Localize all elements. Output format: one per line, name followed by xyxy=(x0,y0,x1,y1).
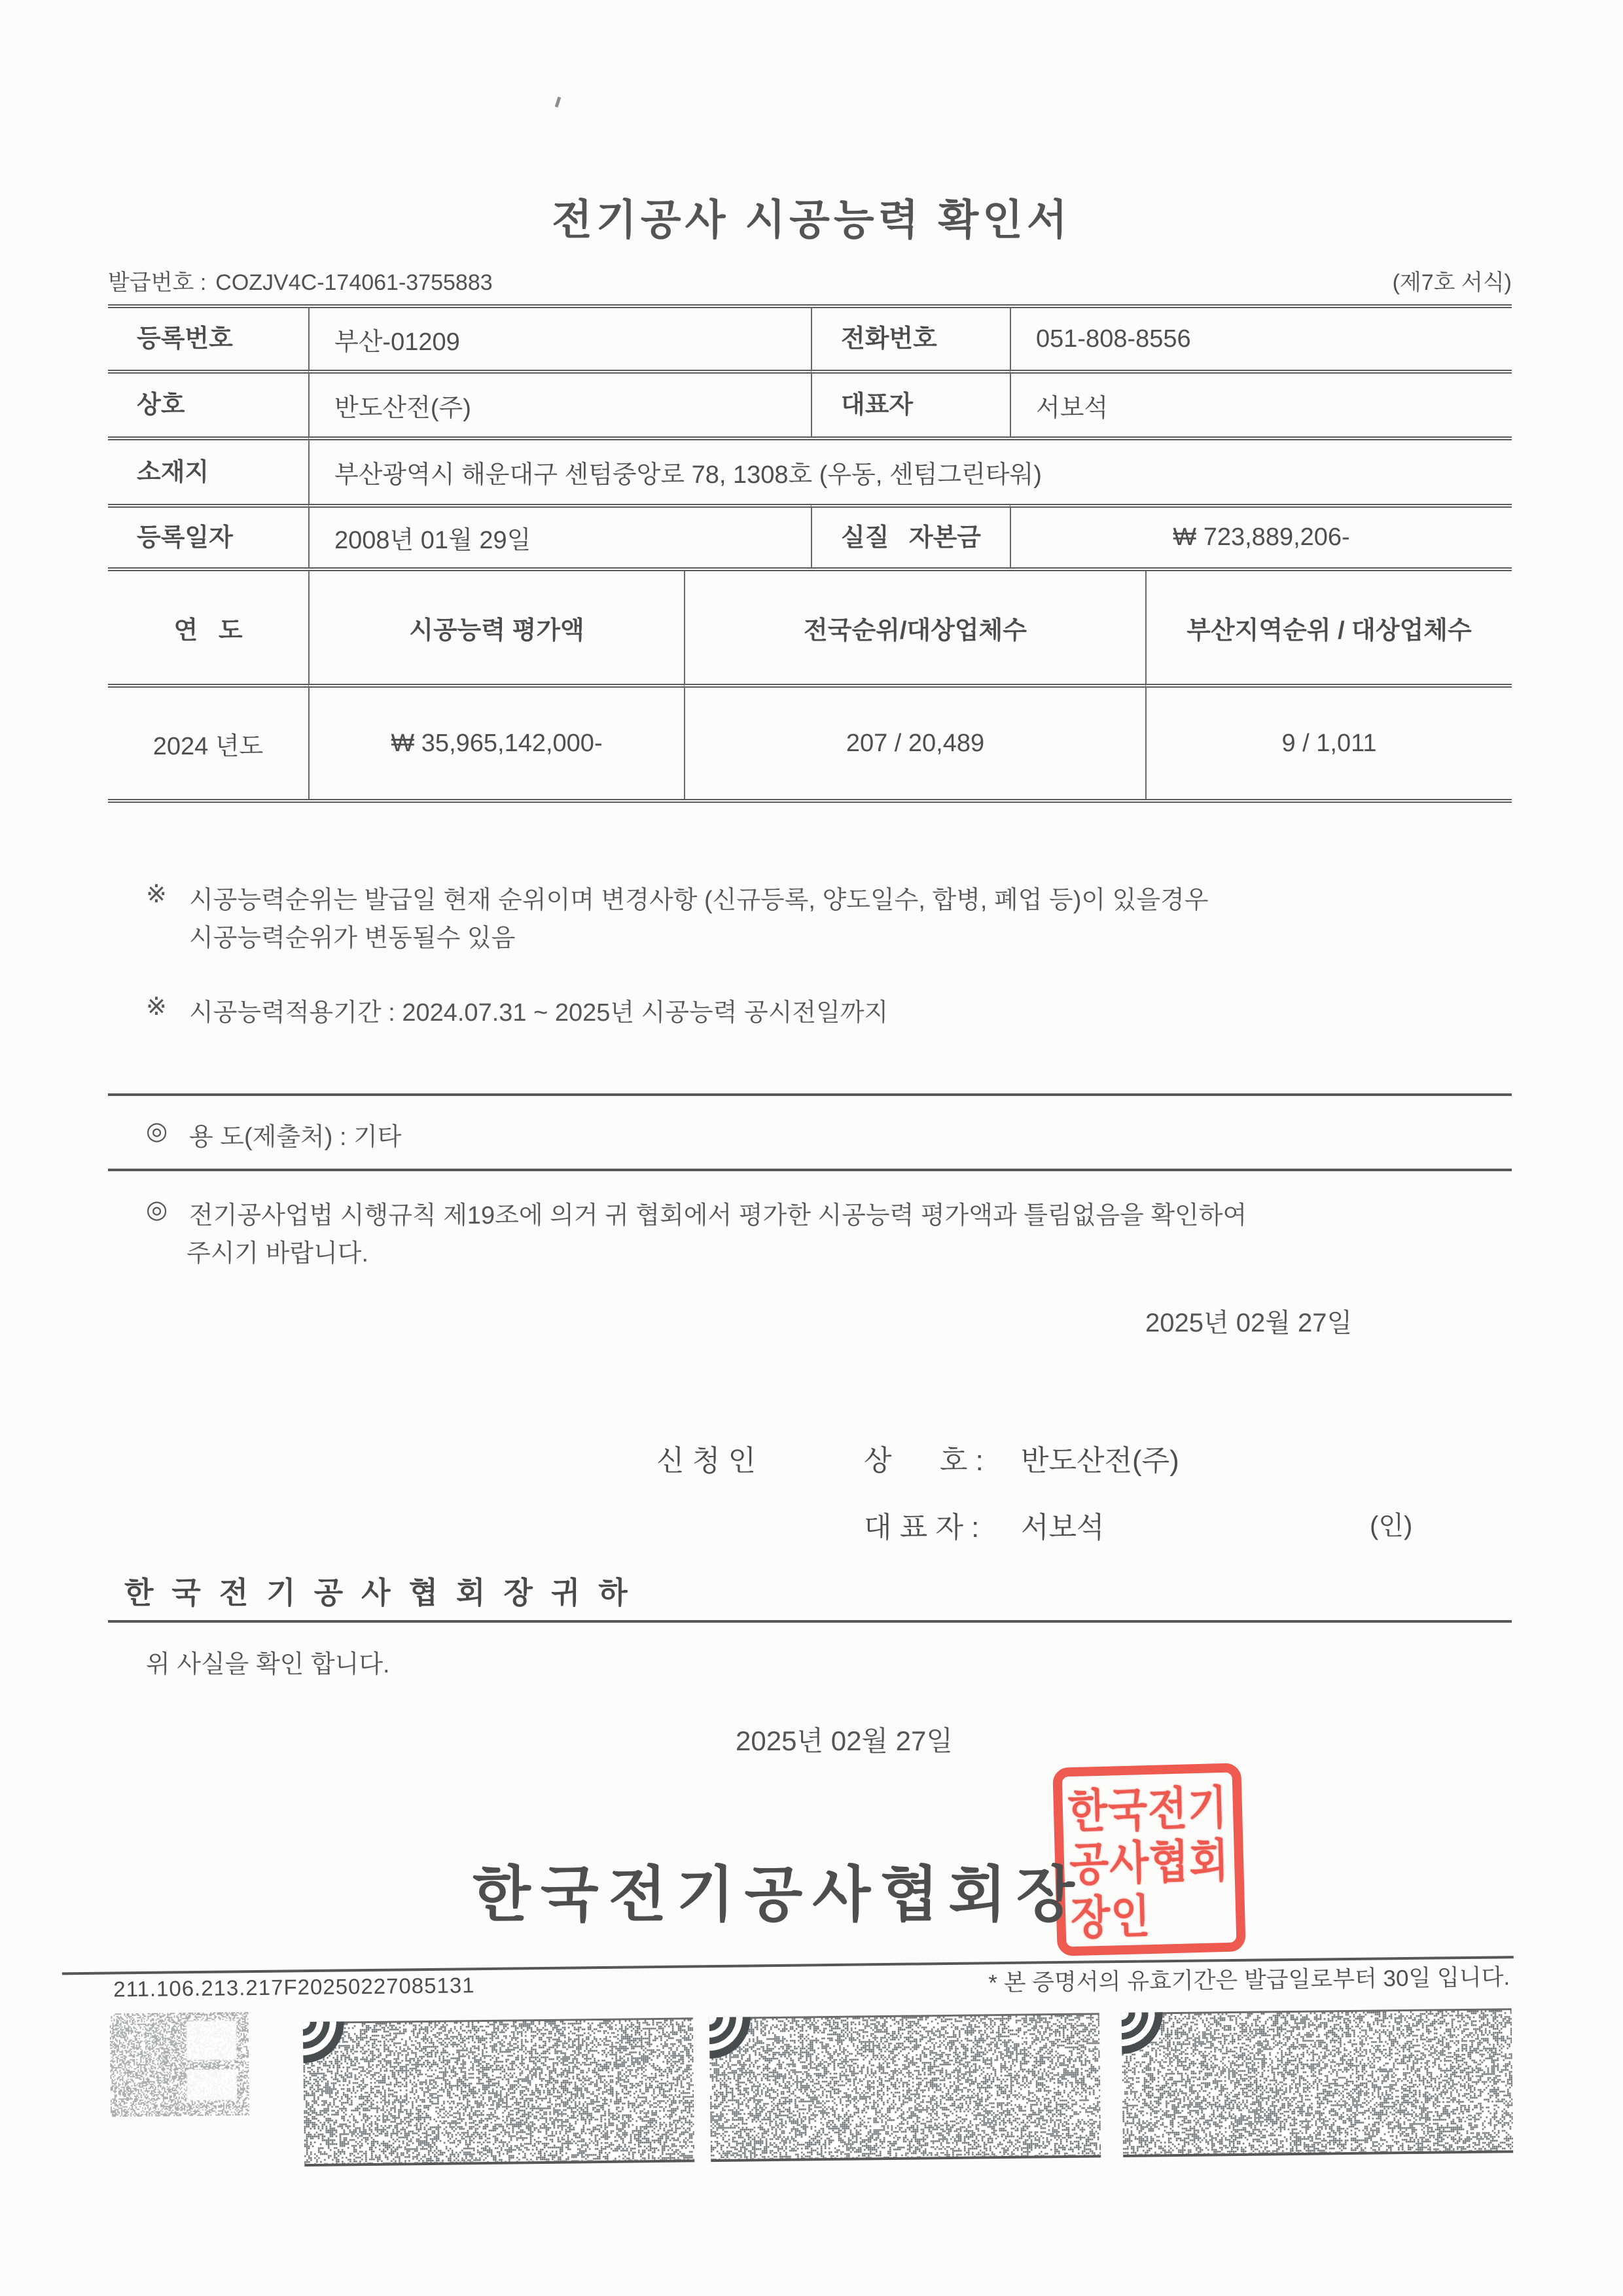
capability-amount-value: ₩ 35,965,142,000- xyxy=(308,684,684,799)
header-year: 연 도 xyxy=(173,616,243,645)
barcode-arc-icon xyxy=(1122,2012,1183,2073)
applicant-company-value: 반도산전(주) xyxy=(1021,1445,1179,1477)
issue-number xyxy=(108,264,493,296)
header-regional-rank: 부산지역순위 / 대상업체수 xyxy=(1145,571,1512,684)
year-value: 2024 년도 xyxy=(108,684,308,799)
seal-placeholder: (인) xyxy=(1370,1511,1413,1540)
validity-note: * 본 증명서의 유효기간은 발급일로부터 30일 입니다. xyxy=(988,1964,1510,1996)
association-seal-stamp: 한 국 전 기 공 사 협 회 장 인 xyxy=(1052,1763,1245,1956)
registration-date-value: 2008년 01월 29일 xyxy=(308,504,811,567)
applicant-company-label: 상 호 : xyxy=(864,1445,984,1477)
label-registration-number: 등록번호 xyxy=(137,325,233,353)
application-date: 2025년 02월 27일 xyxy=(1145,1309,1353,1337)
note-validity-period-text: 시공능력적용기간 : 2024.07.31 ~ 2025년 시공능력 공시전일까지 xyxy=(189,999,889,1027)
note-marker: ※ xyxy=(146,993,167,1021)
applicant-ceo-label: 대 표 자 : xyxy=(864,1511,980,1544)
barcode-arc-icon xyxy=(303,2021,364,2082)
company-info-table xyxy=(108,304,1512,571)
note-rank-change-cont xyxy=(189,917,515,953)
regional-rank-value: 9 / 1,011 xyxy=(1145,684,1512,799)
label-registration-date: 등록일자 xyxy=(108,504,308,567)
footer-serial: 211.106.213.217F20250227085131 xyxy=(113,1973,475,2002)
header-capability-amount: 시공능력 평가액 xyxy=(308,571,684,684)
section-divider xyxy=(108,1093,1512,1096)
verification-barcode-small xyxy=(110,2012,250,2117)
company-name-value: 반도산전(주) xyxy=(308,370,811,436)
address-value: 부산광역시 해운대구 센텀중앙로 78, 1308호 (우동, 센텀그린타워) xyxy=(308,436,1512,504)
label-address: 소재지 xyxy=(108,436,308,504)
label-representative: 대표자 xyxy=(811,370,1010,436)
usage-text: 용 도(제출처) : 기타 xyxy=(189,1123,402,1151)
note-rank-change-text-1: 시공능력순위는 발급일 현재 순위이며 변경사항 (신규등록, 양도일수, 합병, 폐업 등)이 있을경우 xyxy=(189,887,1209,914)
representative-value: 서보석 xyxy=(1010,370,1512,436)
issue-number-label: 발급번호 : xyxy=(108,270,207,295)
phone-number-value: 051-808-8556 xyxy=(1010,308,1512,370)
request-line-cont xyxy=(187,1233,368,1269)
confirmation-statement: 위 사실을 확인 합니다. xyxy=(146,1651,390,1678)
issuer-title: 한국전기공사협회장 xyxy=(473,1862,1084,1928)
request-text-2: 주시기 바랍니다. xyxy=(187,1240,369,1267)
note-rank-change-text-2: 시공능력순위가 변동될수 있음 xyxy=(189,925,516,952)
document-title: 전기공사 시공능력 확인서 xyxy=(552,196,1071,243)
footer-area xyxy=(62,1941,1544,2240)
request-marker: ◎ xyxy=(146,1196,168,1224)
form-code: (제7호 서식) xyxy=(1392,270,1512,295)
section-divider xyxy=(108,1169,1512,1171)
label-phone-number: 전화번호 xyxy=(811,308,1010,370)
request-text-1: 전기공사업법 시행규칙 제19조에 의거 귀 협회에서 평가한 시공능력 평가액과 틀림없음을 확인하여 xyxy=(189,1202,1247,1229)
note-validity-period xyxy=(146,992,888,1028)
header-national-rank: 전국순위/대상업체수 xyxy=(684,571,1145,684)
capability-table xyxy=(108,571,1512,803)
label-real-capital: 실질 자본금 xyxy=(811,504,1010,567)
addressee-line: 한국전기공사협회장귀하 xyxy=(124,1576,646,1610)
applicant-ceo-value: 서보석 xyxy=(1021,1511,1105,1544)
section-divider xyxy=(108,1620,1512,1623)
applicant-label: 신 청 인 xyxy=(656,1445,756,1477)
note-marker: ※ xyxy=(146,881,167,908)
label-company-name: 상호 xyxy=(108,370,308,436)
confirmation-date: 2025년 02월 27일 xyxy=(736,1725,953,1756)
barcode-arc-icon xyxy=(709,2017,770,2077)
registration-number-value: 부산-01209 xyxy=(308,308,811,370)
scan-artifact-mark xyxy=(555,97,562,108)
request-line xyxy=(146,1195,1514,1231)
issue-number-line xyxy=(108,264,1512,296)
real-capital-value: ₩ 723,889,206- xyxy=(1010,504,1512,567)
national-rank-value: 207 / 20,489 xyxy=(684,684,1145,799)
usage-line xyxy=(146,1116,402,1152)
issue-number-value: COZJV4C-174061-3755883 xyxy=(215,270,493,295)
note-rank-change xyxy=(146,879,1514,915)
usage-marker: ◎ xyxy=(146,1118,168,1145)
